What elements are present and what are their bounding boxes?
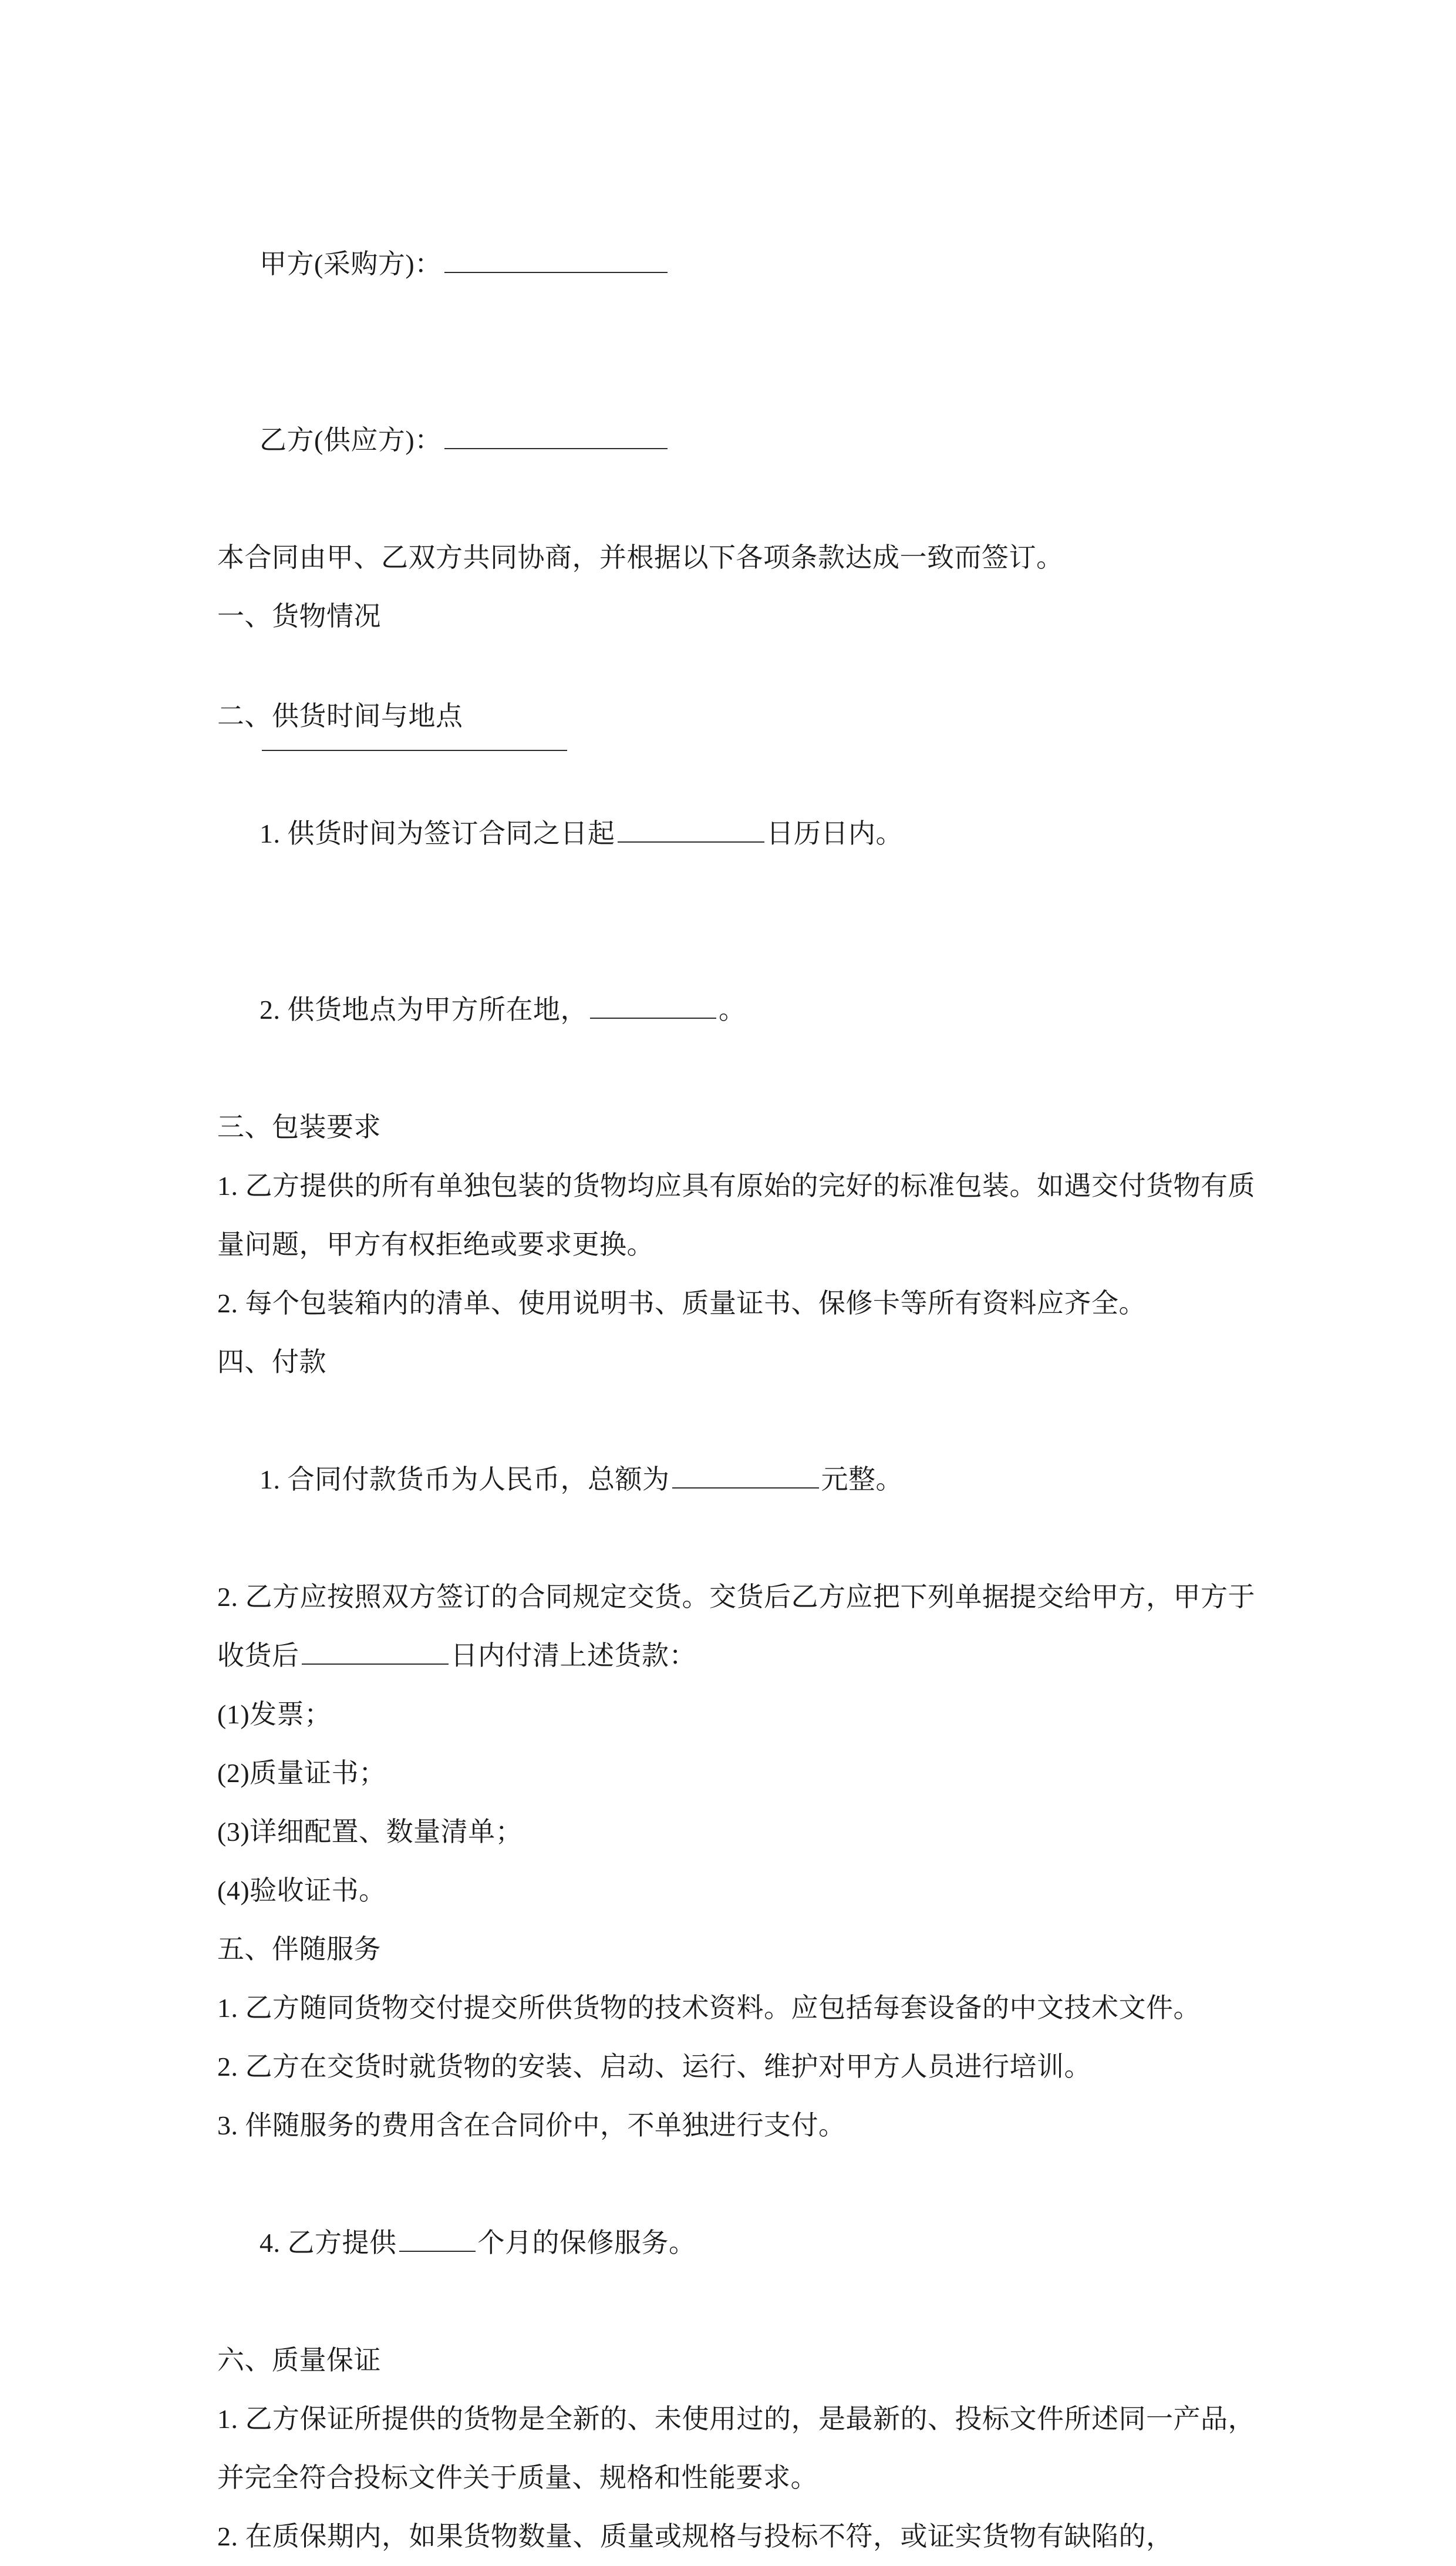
party-b-line [217,352,1274,528]
party-a-blank[interactable] [444,248,668,273]
section-3-item-1: 1. 乙方提供的所有单独包装的货物均应具有原始的完好的标准包装。如遇交付货物有质量问题，甲方有权拒绝或要求更换。 [217,1171,1255,1260]
party-b-label: 乙方(供应方)： [259,425,442,455]
section-2-item-2-text-a: 2. 供货地点为甲方所在地， [259,995,588,1025]
warranty-months-blank[interactable] [399,2227,476,2252]
preamble-paragraph: 本合同由甲、乙双方共同协商，并根据以下各项条款达成一致而签订。 [217,543,1064,573]
contract-amount-blank[interactable] [672,1464,819,1489]
section-2-item-2 [217,922,1274,1098]
section-2-item-2-text-b: 。 [719,995,746,1025]
section-4-item-2-text-b: 日内付清上述货款： [450,1641,696,1671]
section-5-item-4-text-b: 个月的保修服务。 [477,2228,696,2258]
section-4-list-item-2: (2)质量证书； [217,1758,386,1788]
payment-days-blank[interactable] [302,1640,449,1665]
section-4-item-1 [217,1392,1274,1568]
section-6-item-1: 1. 乙方保证所提供的货物是全新的、未使用过的，是最新的、投标文件所述同一产品，并完全符合投标文件关于质量、规格和性能要求。 [217,2404,1255,2493]
section-6-item-2: 2. 在质保期内，如果货物数量、质量或规格与投标不符，或证实货物有缺陷的， [217,2521,1174,2551]
section-5-item-4-text-a: 4. 乙方提供 [259,2228,397,2258]
section-4-list-item-3: (3)详细配置、数量清单； [217,1817,523,1847]
section-2-heading: 二、供货时间与地点 [217,701,463,731]
delivery-days-blank[interactable] [618,818,764,843]
section-5-heading: 五、伴随服务 [217,1934,381,1964]
section-4-heading: 四、付款 [217,1347,326,1377]
party-b-blank[interactable] [444,425,668,449]
section-4-item-1-text-b: 元整。 [821,1464,903,1494]
section-6-heading: 六、质量保证 [217,2345,381,2375]
section-1-heading: 一、货物情况 [217,601,381,631]
section-5-item-2: 2. 乙方在交货时就货物的安装、启动、运行、维护对甲方人员进行培训。 [217,2052,1091,2082]
section-4-item-2 [217,1568,1274,1685]
party-a-line [217,176,1274,352]
section-4-item-1-text-a: 1. 合同付款货币为人民币，总额为 [259,1464,670,1494]
section-4-list-item-4: (4)验收证书。 [217,1875,386,1905]
document-body [217,176,1274,2566]
section-5-item-3: 3. 伴随服务的费用含在合同价中，不单独进行支付。 [217,2110,846,2140]
section-3-item-2: 2. 每个包装箱内的清单、使用说明书、质量证书、保修卡等所有资料应齐全。 [217,1288,1146,1318]
section-3-heading: 三、包装要求 [217,1112,381,1142]
goods-description-blank-line [217,654,1274,682]
section-4-list-item-1: (1)发票； [217,1699,332,1729]
section-5-item-4 [217,2155,1274,2331]
section-4-item-2-text-a: 2. 乙方应按照双方签订的合同规定交货。交货后乙方应把下列单据提交给甲方，甲方于收货后 [217,1582,1255,1671]
section-2-item-1-text-b: 日历日内。 [766,819,903,848]
section-2-item-1 [217,746,1274,922]
delivery-place-blank[interactable] [590,994,716,1019]
section-5-item-1: 1. 乙方随同货物交付提交所供货物的技术资料。应包括每套设备的中文技术文件。 [217,1993,1201,2023]
party-a-label: 甲方(采购方)： [259,249,442,279]
section-2-item-1-text-a: 1. 供货时间为签订合同之日起 [259,819,615,848]
